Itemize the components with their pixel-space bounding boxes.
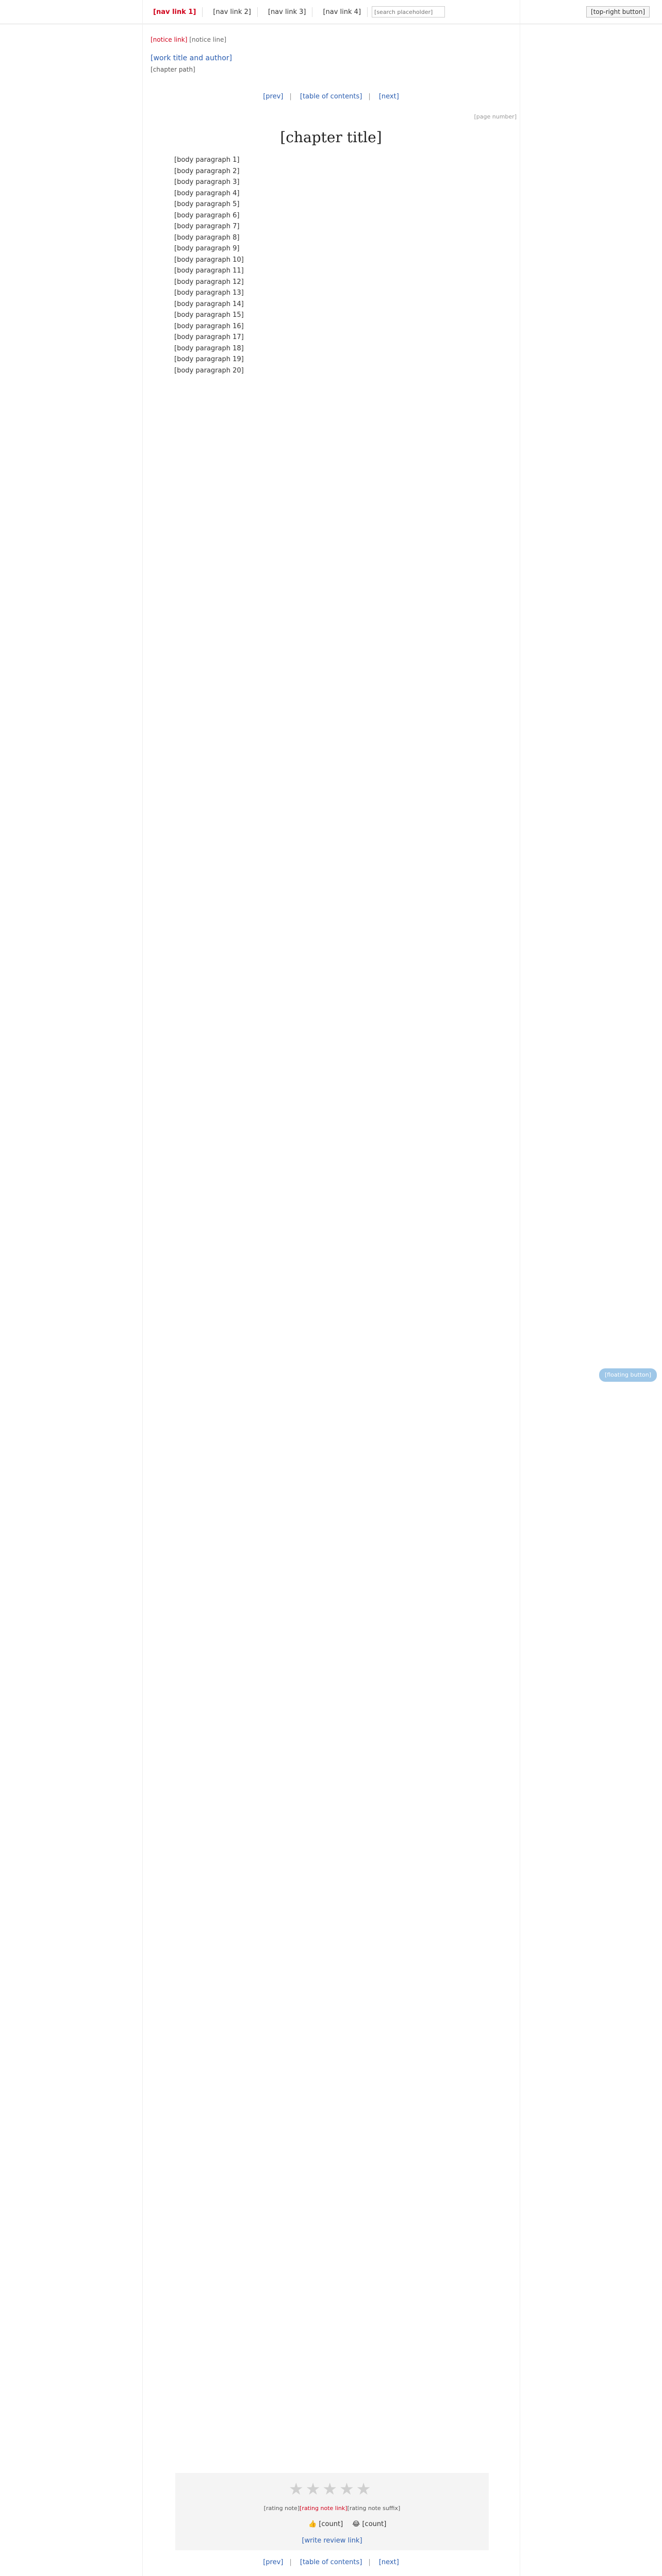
body-line: [body paragraph 2] <box>174 167 240 175</box>
body-line: [body paragraph 4] <box>174 189 240 197</box>
work-title-link[interactable]: [work title and author] <box>151 54 232 62</box>
nav-search-link[interactable]: [nav link 3] <box>262 7 313 17</box>
login-notice-link[interactable]: [notice link] <box>151 36 188 43</box>
browse-mode-button[interactable]: [top-right button] <box>586 6 650 18</box>
good-count: [count] <box>319 2520 343 2528</box>
reaction-buttons <box>308 2520 386 2528</box>
body-line: [body paragraph 13] <box>174 289 244 297</box>
top-nav <box>147 6 445 18</box>
body-line: [body paragraph 12] <box>174 278 244 286</box>
next-chapter-link[interactable]: [next] <box>378 93 399 100</box>
body-line: [body paragraph 7] <box>174 223 240 230</box>
body-line: [body paragraph 20] <box>174 366 244 375</box>
body-line: [body paragraph 1] <box>174 156 240 164</box>
rating-login-link[interactable]: [rating note link] <box>300 2505 347 2512</box>
body-line: [body paragraph 3] <box>174 178 240 186</box>
left-column-divider <box>142 0 143 2576</box>
body-line: [body paragraph 18] <box>174 344 244 352</box>
login-notice-text: [notice line] <box>189 36 227 43</box>
nav-login-link[interactable]: [nav link 1] <box>147 7 203 17</box>
pager-top: [prev] | [table of contents] | [next] <box>263 93 399 100</box>
top-navigation-bar <box>0 0 662 24</box>
search-input[interactable] <box>372 6 445 18</box>
page-number: [page number] <box>474 113 517 120</box>
chapter-title: [chapter title] <box>280 129 382 146</box>
nav-works-link[interactable]: [nav link 2] <box>207 7 258 17</box>
rating-note-text: [rating note] <box>263 2505 300 2512</box>
next-chapter-link-bottom[interactable]: [next] <box>378 2558 399 2566</box>
rating-note <box>175 2505 489 2512</box>
body-line: [body paragraph 17] <box>174 333 244 341</box>
rating-note-suffix: [rating note suffix] <box>347 2505 401 2512</box>
floating-button[interactable]: [floating button] <box>599 1368 657 1382</box>
body-line: [body paragraph 5] <box>174 200 240 208</box>
prev-chapter-link[interactable]: [prev] <box>263 93 284 100</box>
body-line: [body paragraph 6] <box>174 211 240 219</box>
laugh-count: [count] <box>362 2520 387 2528</box>
pager-bottom: [prev] | [table of contents] | [next] <box>263 2558 399 2566</box>
prev-chapter-link-bottom[interactable]: [prev] <box>263 2558 284 2566</box>
body-line: [body paragraph 15] <box>174 311 244 319</box>
rating-box <box>175 2473 489 2550</box>
body-line: [body paragraph 11] <box>174 267 244 275</box>
write-review-link[interactable]: [write review link] <box>302 2537 362 2545</box>
chapter-path: [chapter path] <box>151 66 195 73</box>
body-line: [body paragraph 14] <box>174 300 244 308</box>
body-line: [body paragraph 16] <box>174 322 244 330</box>
good-reaction-button[interactable]: 👍 [count] <box>308 2520 343 2528</box>
login-notice <box>151 36 226 43</box>
nav-review-link[interactable]: [nav link 4] <box>317 7 368 17</box>
laugh-reaction-button[interactable]: 😂 [count] <box>352 2520 387 2528</box>
chapter-body <box>174 155 494 376</box>
toc-link-bottom[interactable]: [table of contents] <box>300 2558 362 2566</box>
body-line: [body paragraph 9] <box>174 245 240 252</box>
toc-link[interactable]: [table of contents] <box>300 93 362 100</box>
body-line: [body paragraph 8] <box>174 233 240 242</box>
rating-stars[interactable]: ★★★★★ <box>289 2479 373 2499</box>
body-line: [body paragraph 19] <box>174 355 244 363</box>
body-line: [body paragraph 10] <box>174 256 244 264</box>
